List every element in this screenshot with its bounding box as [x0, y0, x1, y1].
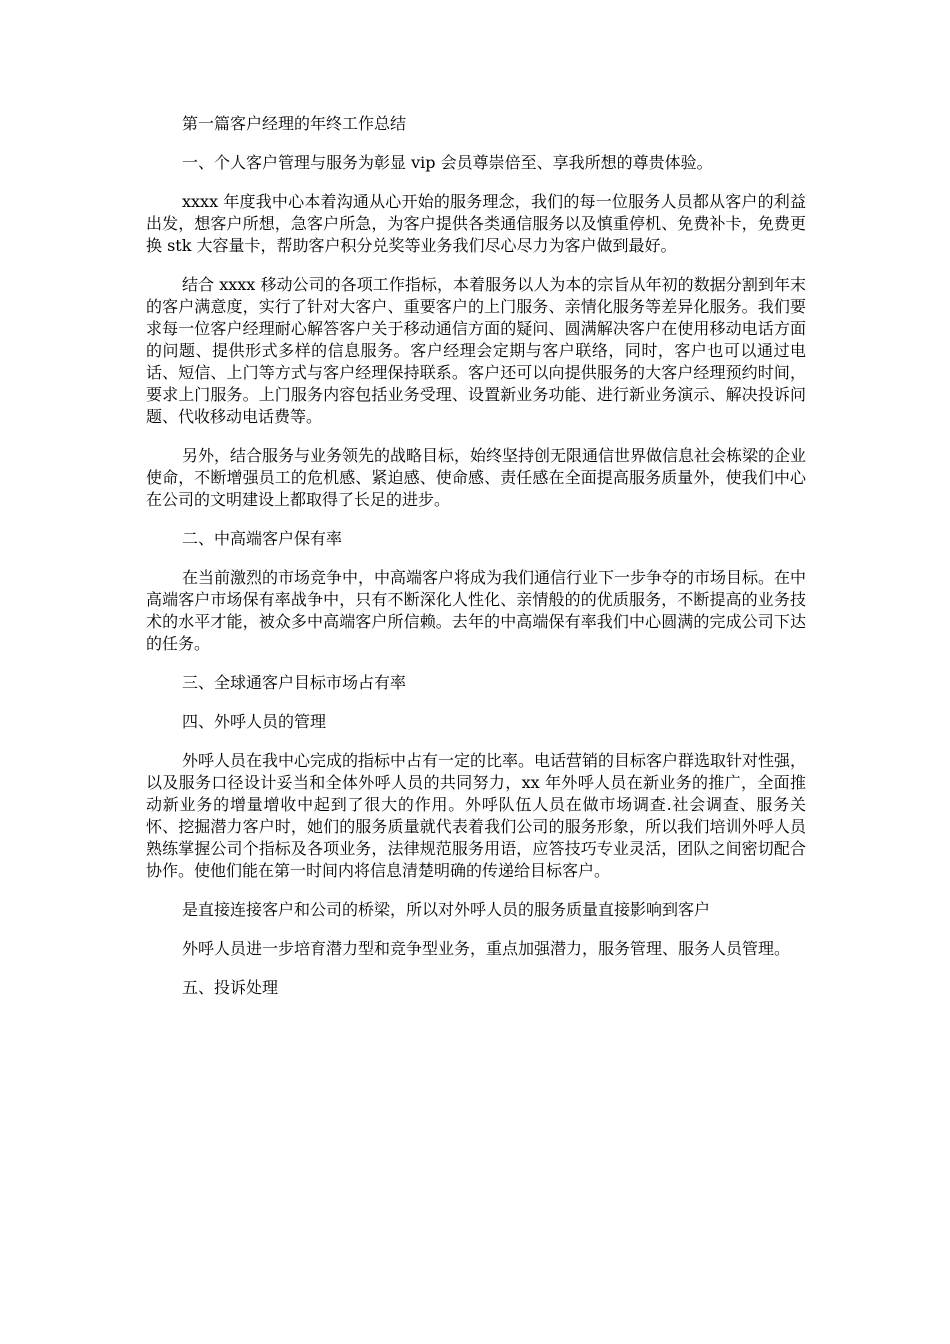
body-paragraph: 外呼人员在我中心完成的指标中占有一定的比率。电话营销的目标客户群选取针对性强，以及服务口径设计妥当和全体外呼人员的共同努力，xx 年外呼人员在新业务的推广，全面推动新业务的增量增收中起到了很大的作用。外呼队伍人员在做市场调查.社会调查、服务关怀、挖掘潜力客户时，她们的服务质量就代表着我们公司的服务形象，所以我们培训外呼人员熟练掌握公司个指标及各项业务，法律规范服务用语，应答技巧专业灵活，团队之间密切配合协作。使他们能在第一时间内将信息清楚明确的传递给目标客户。 — [146, 751, 807, 880]
document-title: 第一篇客户经理的年终工作总结 — [182, 114, 407, 133]
section-heading-2: 二、中高端客户保有率 — [182, 529, 343, 548]
body-paragraph: 在当前激烈的市场竞争中，中高端客户将成为我们通信行业下一步争夺的市场目标。在中高端客户市场保有率战争中，只有不断深化人性化、亲情般的的优质服务，不断提高的业务技术的水平才能，被众多中高端客户所信赖。去年的中高端保有率我们中心圆满的完成公司下达的任务。 — [146, 568, 807, 653]
document-page — [146, 113, 806, 1016]
body-paragraph: 外呼人员进一步培育潜力型和竞争型业务，重点加强潜力，服务管理、服务人员管理。 — [182, 939, 791, 958]
section-heading-3: 三、全球通客户目标市场占有率 — [182, 673, 407, 692]
body-paragraph: 是直接连接客户和公司的桥梁，所以对外呼人员的服务质量直接影响到客户 — [182, 900, 711, 919]
section-heading-5: 五、投诉处理 — [182, 978, 279, 997]
section-heading-1: 一、个人客户管理与服务为彰显 vip 会员尊崇倍至、享我所想的尊贵体验。 — [182, 153, 713, 172]
section-heading-4: 四、外呼人员的管理 — [182, 712, 327, 731]
body-paragraph: xxxx 年度我中心本着沟通从心开始的服务理念，我们的每一位服务人员都从客户的利益出发，想客户所想，急客户所急，为客户提供各类通信服务以及慎重停机、免费补卡，免费更换 stk 大容量卡，帮助客户积分兑奖等业务我们尽心尽力为客户做到最好。 — [146, 192, 806, 255]
body-paragraph: 另外，结合服务与业务领先的战略目标，始终坚持创无限通信世界做信息社会栋梁的企业使命，不断增强员工的危机感、紧迫感、使命感、责任感在全面提高服务质量外，使我们中心在公司的文明建设上都取得了长足的进步。 — [146, 446, 807, 509]
body-paragraph: 结合 xxxx 移动公司的各项工作指标，本着服务以人为本的宗旨从年初的数据分割到年末的客户满意度，实行了针对大客户、重要客户的上门服务、亲情化服务等差异化服务。我们要求每一位客户经理耐心解答客户关于移动通信方面的疑问、圆满解决客户在使用移动电话方面的问题、提供形式多样的信息服务。客户经理会定期与客户联络，同时，客户也可以通过电话、短信、上门等方式与客户经理保持联系。客户还可以向提供服务的大客户经理预约时间，要求上门服务。上门服务内容包括业务受理、设置新业务功能、进行新业务演示、解决投诉问题、代收移动电话费等。 — [146, 275, 806, 426]
